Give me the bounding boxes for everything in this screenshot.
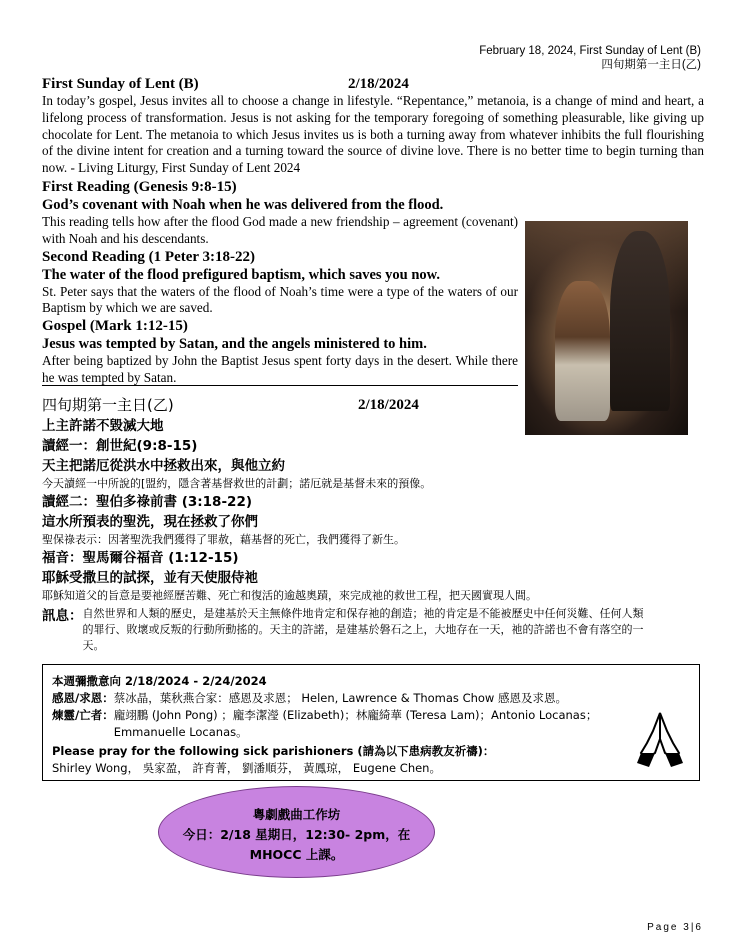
deceased-text: 龐翊鵬 (John Pong) ；龐李潔瀅 (Elizabeth)；林龐綺華 (Teresa Lam)；Antonio Locanas； xyxy=(113,708,598,722)
praying-hands-icon xyxy=(635,709,685,769)
chinese-reading1-theme: 天主把諾厄從洪水中拯救出來，與他立約 xyxy=(42,458,285,474)
english-readings xyxy=(42,178,518,387)
english-intro-text: In today’s gospel, Jesus invites all to choose a change in lifestyle. “Repentance,” metanoia, is a change of mind and heart, a lifelong process of transformation. Jesus is not asking for the temporary foregoing of something pleasurable, like giving up chocolate for Lent. The metanoia to which Jesus invites us is both a turning away from whatever inhibits the full flourishing of the divine intent for creation and a turning toward the source of divine love. There is no better time to begin turning than now. - Living Liturgy, First Sunday of Lent 2024 xyxy=(42,93,704,176)
painting-satan-figure xyxy=(610,231,670,411)
workshop-line2: MHOCC 上課。 xyxy=(249,847,344,862)
chinese-title: 四旬期第一主日(乙) xyxy=(42,396,174,414)
chinese-reading1-title: 讀經一：創世紀(9:8-15) xyxy=(42,438,198,454)
deceased-label: 煉靈/亡者： xyxy=(52,708,114,722)
chinese-date: 2/18/2024 xyxy=(358,397,419,413)
deceased-list xyxy=(114,707,598,741)
chinese-gospel-text: 耶穌知道父的旨意是要祂經歷苦難、死亡和復活的逾越奧蹟，來完成祂的救世工程，把天國實現人間。 xyxy=(42,589,537,602)
deceased-text2: Emmanuelle Locanas。 xyxy=(113,725,248,739)
reading2-theme: The water of the flood prefigured baptism, which saves you now. xyxy=(42,266,440,283)
english-intro-section xyxy=(42,75,704,177)
reading2-title: Second Reading (1 Peter 3:18-22) xyxy=(42,248,256,265)
header-english: February 18, 2024, First Sunday of Lent (B) xyxy=(479,45,701,57)
page-header xyxy=(479,44,701,72)
chinese-message-label: 訊息： xyxy=(42,608,83,624)
chinese-section xyxy=(42,396,702,654)
chinese-message-text: 自然世界和人類的歷史，是建基於天主無條件地肯定和保存祂的創造；祂的肯定是不能被歷史中任何災難、任何人類的罪行、敗壞或反叛的行動所動搖的。天主的許諾，是建基於磐石之上，大地存在一天，祂的許諾也不會有落空的一天。 xyxy=(82,607,644,652)
chinese-gospel-title: 福音：聖馬爾谷福音 (1:12-15) xyxy=(42,550,239,566)
chinese-reading2-title: 讀經二：聖伯多祿前書 (3:18-22) xyxy=(42,494,253,510)
chinese-subtitle: 上主許諾不毀滅大地 xyxy=(42,418,164,434)
reading1-theme: God’s covenant with Noah when he was delivered from the flood. xyxy=(42,197,444,213)
thanks-text: 蔡冰晶，葉秋燕合家：感恩及求恩； Helen, Lawrence & Thomas Chow 感恩及求恩。 xyxy=(113,691,567,705)
workshop-title: 粵劇戲曲工作坊 xyxy=(252,807,341,822)
header-chinese: 四旬期第一主日(乙) xyxy=(601,59,701,71)
section-divider xyxy=(42,385,518,386)
chinese-reading2-text: 聖保祿表示：因著聖洗我們獲得了罪赦，藉基督的死亡，我們獲得了新生。 xyxy=(42,533,405,546)
mass-intentions-box xyxy=(42,664,700,781)
sick-title: Please pray for the following sick parishioners (請為以下患病教友祈禱)： xyxy=(52,744,495,758)
chinese-reading2-theme: 這水所預表的聖洗，現在拯救了你們 xyxy=(42,514,258,530)
mass-intentions-content xyxy=(52,673,597,777)
opera-workshop-announcement xyxy=(158,786,435,878)
english-title: First Sunday of Lent (B) xyxy=(42,76,199,92)
chinese-reading1-text: 今天讀經一中所說的[盟約，隱含著基督救世的計劃；諾厄就是基督未來的預像。 xyxy=(42,477,432,490)
sick-names: Shirley Wong， 吳家盈， 許育菁， 劉潘順芬， 黃鳳琼， Eugene Chen。 xyxy=(52,761,441,775)
mass-intentions-title: 本週彌撒意向 2/18/2024 - 2/24/2024 xyxy=(52,674,267,688)
deceased-row xyxy=(52,707,597,741)
workshop-line1: 今日：2/18 星期日，12:30- 2pm，在 xyxy=(182,827,411,842)
gospel-theme: Jesus was tempted by Satan, and the angels ministered to him. xyxy=(42,336,427,353)
chinese-message xyxy=(42,606,702,654)
english-date: 2/18/2024 xyxy=(348,76,409,92)
reading1-text: This reading tells how after the flood God made a new friendship – agreement (covenant) with Noah and his descendants. xyxy=(42,214,518,246)
reading1-title: First Reading (Genesis 9:8-15) xyxy=(42,179,237,195)
chinese-gospel-theme: 耶穌受撒旦的試探，並有天使服侍祂 xyxy=(42,570,258,586)
gospel-title: Gospel (Mark 1:12-15) xyxy=(42,318,188,335)
thanks-row xyxy=(52,690,597,707)
reading2-text: St. Peter says that the waters of the flood of Noah’s time were a type of the waters of our Baptism by which we are saved. xyxy=(42,283,518,316)
gospel-text: After being baptized by John the Baptist Jesus spent forty days in the desert. While there he was tempted by Satan. xyxy=(42,353,518,385)
page-number: Page 3|6 xyxy=(647,922,703,933)
thanks-label: 感恩/求恩： xyxy=(52,691,114,705)
